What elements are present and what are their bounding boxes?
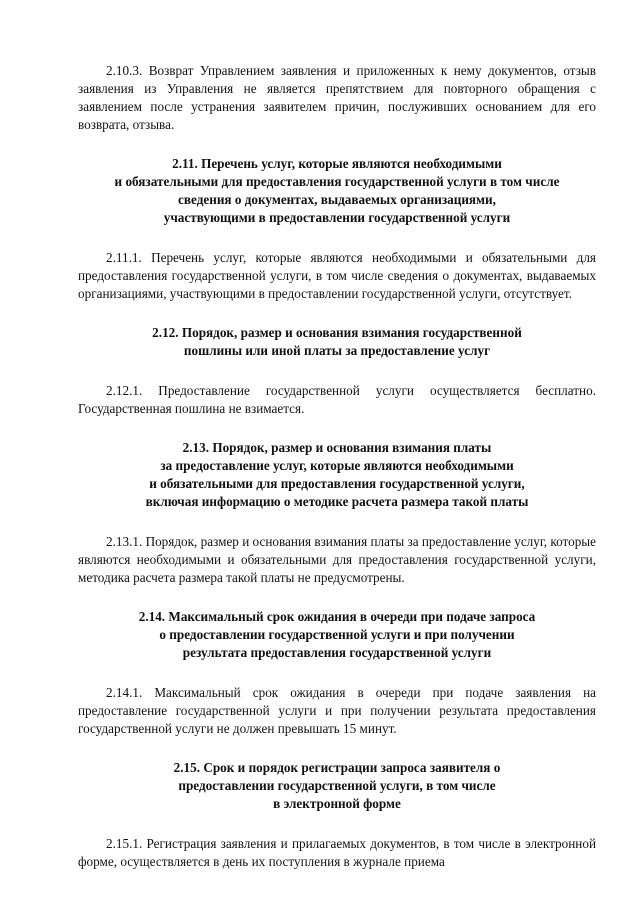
heading-2-15 <box>78 759 596 813</box>
document-page <box>78 62 596 871</box>
heading-line: 2.13. Порядок, размер и основания взимания платы <box>182 440 492 455</box>
heading-line: о предоставлении государственной услуги и при получении <box>159 627 515 642</box>
paragraph-2-13-1: 2.13.1. Порядок, размер и основания взимания платы за предоставление услуг, которые являются необходимыми и обязательными для предоставления государственной услуги, методика расчета размера такой платы не предусмотрены. <box>78 534 597 585</box>
heading-line: и обязательными для предоставления государственной услуги в том числе <box>114 174 560 189</box>
heading-line: пошлины или иной платы за предоставление услуг <box>183 343 491 358</box>
heading-line: 2.15. Срок и порядок регистрации запроса заявителя о <box>173 760 501 775</box>
heading-line: участвующими в предоставлении государственной услуги <box>163 210 511 225</box>
heading-line: 2.14. Максимальный срок ожидания в очереди при подаче запроса <box>138 609 536 624</box>
heading-line: включая информацию о методике расчета размера такой платы <box>145 494 529 509</box>
paragraph-2-12-1: 2.12.1. Предоставление государственной услуги осуществляется бесплатно. Государственная пошлина не взимается. <box>78 383 596 416</box>
heading-line: сведения о документах, выдаваемых организациями, <box>178 192 496 207</box>
heading-line: и обязательными для предоставления государственной услуги, <box>149 476 525 491</box>
heading-line: в электронной форме <box>273 796 401 811</box>
paragraph-2-11-1: 2.11.1. Перечень услуг, которые являются необходимыми и обязательными для предоставления государственной услуги, в том числе сведения о документах, выдаваемых организациями, участвующими в предоставлении государственной услуги, отсутствует. <box>78 250 596 301</box>
heading-line: предоставлении государственной услуги, в том числе <box>178 778 496 793</box>
heading-line: 2.11. Перечень услуг, которые являются необходимыми <box>172 156 502 171</box>
paragraph-2-10-3: 2.10.3. Возврат Управлением заявления и приложенных к нему документов, отзыв заявления из Управления не является препятствием для повторного обращения с заявлением после устранения заявителем причин, послуживших основанием для его возврата, отзыва. <box>78 63 596 132</box>
heading-2-13 <box>78 439 596 511</box>
heading-line: 2.12. Порядок, размер и основания взимания государственной <box>152 325 522 340</box>
heading-2-14 <box>78 608 596 662</box>
paragraph-2-14-1: 2.14.1. Максимальный срок ожидания в очереди при подаче заявления на предоставление государственной услуги и при получении результата предоставления государственной услуги не должен превышать 15 минут. <box>78 685 596 736</box>
heading-2-12 <box>78 324 596 360</box>
heading-2-11 <box>78 155 596 227</box>
heading-line: за предоставление услуг, которые являются необходимыми <box>160 458 514 473</box>
paragraph-2-15-1: 2.15.1. Регистрация заявления и прилагаемых документов, в том числе в электронной форме, осуществляется в день их поступления в журнале приема <box>78 836 596 869</box>
heading-line: результата предоставления государственной услуги <box>182 645 492 660</box>
